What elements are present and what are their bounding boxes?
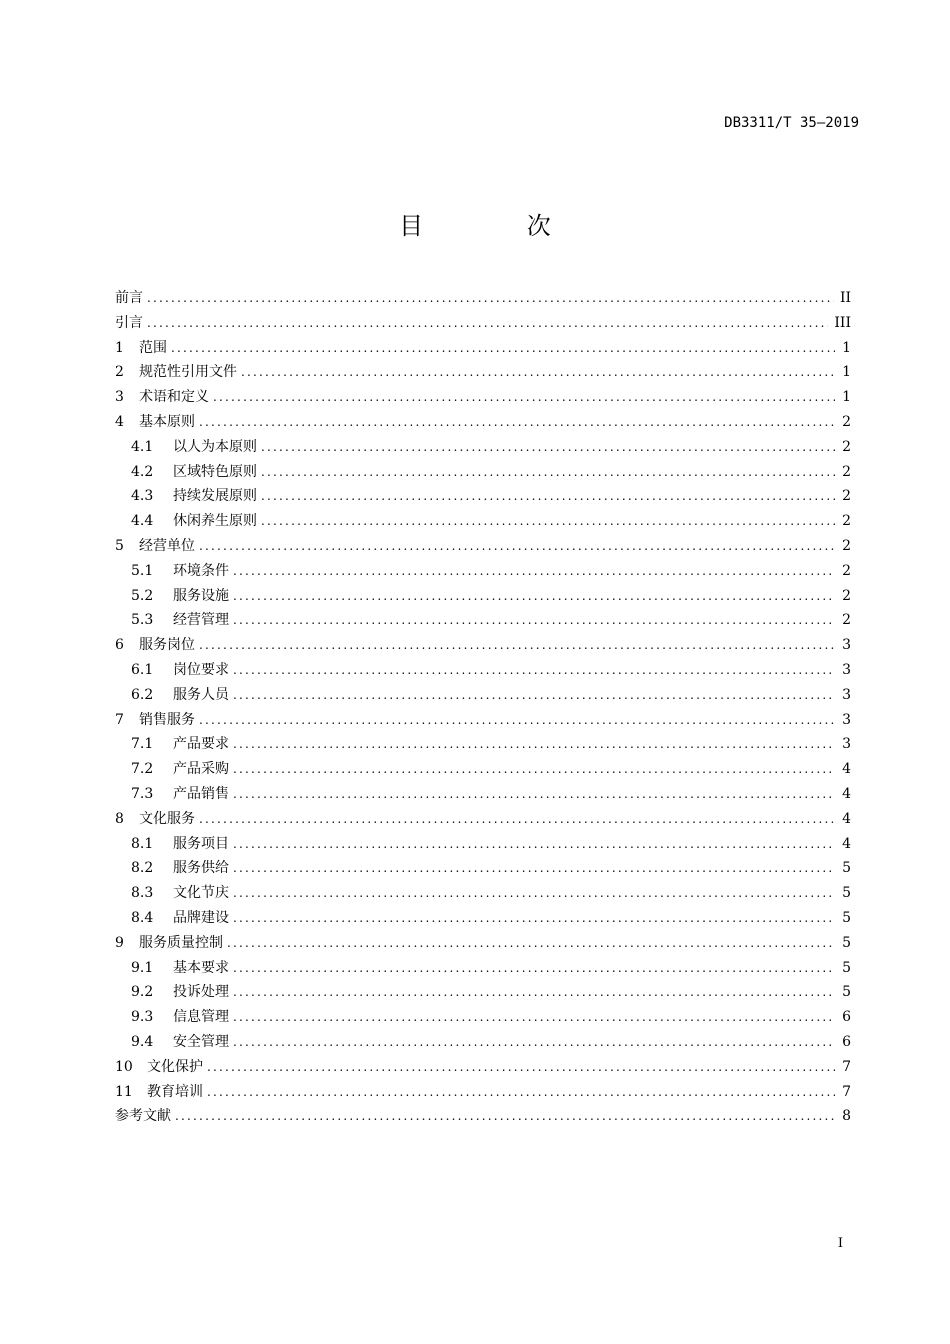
toc-entry-label: 产品销售 [173,785,229,802]
toc-leader-dots [207,1055,835,1080]
toc-entry[interactable] [115,484,851,509]
toc-leader-dots [233,608,835,633]
toc-entry-page: 2 [842,587,851,604]
toc-entry-number: 6.1 [131,661,154,678]
toc-entry[interactable] [115,658,851,683]
toc-entry-number: 8.2 [131,860,154,877]
toc-entry[interactable] [115,460,851,485]
toc-entry[interactable] [115,509,851,534]
toc-leader-dots [233,683,835,708]
toc-entry-label: 经营单位 [139,537,195,554]
toc-entry[interactable] [115,1080,851,1105]
toc-leader-dots [233,584,835,609]
toc-entry-label: 销售服务 [139,711,195,728]
toc-entry-number: 8.1 [131,835,154,852]
toc-entry-label: 经营管理 [173,612,229,629]
toc-entry[interactable] [115,336,851,361]
toc-leader-dots [227,931,835,956]
toc-entry-page: 8 [842,1108,851,1125]
toc-entry-label: 服务项目 [173,835,229,852]
toc-leader-dots [233,732,835,757]
toc-entry-number: 9.3 [131,1009,154,1026]
toc-entry-page: 3 [842,711,851,728]
toc-leader-dots [233,782,835,807]
toc-entry-number: 8.3 [131,885,154,902]
toc-entry-number: 5 [115,537,124,554]
toc-entry[interactable] [115,633,851,658]
toc-entry-page: 3 [842,686,851,703]
toc-entry-label: 投诉处理 [173,984,229,1001]
toc-entry-label: 品牌建设 [173,909,229,926]
toc-entry-label: 术语和定义 [139,389,209,406]
toc-entry-page: 2 [842,463,851,480]
toc-entry-label: 信息管理 [173,1009,229,1026]
toc-entry-number: 8.4 [131,909,154,926]
toc-entry[interactable] [115,311,851,336]
toc-leader-dots [261,435,835,460]
toc-entry[interactable] [115,1055,851,1080]
page-title: 目 次 [399,212,599,240]
toc-entry-number: 4.1 [131,438,154,455]
toc-entry-label: 文化保护 [147,1058,203,1075]
toc-leader-dots [207,1080,835,1105]
toc-entry[interactable] [115,708,851,733]
toc-entry-number: 7.3 [131,785,154,802]
toc-entry-page: 3 [842,661,851,678]
toc-entry-number: 9.1 [131,959,154,976]
toc-leader-dots [261,484,835,509]
toc-entry-label: 服务人员 [173,686,229,703]
toc-entry[interactable] [115,757,851,782]
toc-entry[interactable] [115,385,851,410]
toc-entry-page: 5 [842,885,851,902]
toc-entry-number: 7.2 [131,761,154,778]
toc-entry-label: 范围 [139,339,167,356]
toc-entry-page: 1 [842,364,851,381]
toc-entry[interactable] [115,683,851,708]
toc-entry-label: 基本要求 [173,959,229,976]
toc-entry-page: 1 [842,389,851,406]
toc-entry-label: 引言 [115,314,143,331]
toc-entry-label: 前言 [115,290,143,306]
toc-entry-page: 5 [842,934,851,951]
toc-entry-page: 1 [842,339,851,356]
toc-entry[interactable] [115,286,851,311]
toc-entry[interactable] [115,1030,851,1055]
toc-entry-number: 3 [115,389,124,406]
toc-entry[interactable] [115,559,851,584]
toc-leader-dots [199,410,835,435]
toc-entry[interactable] [115,807,851,832]
toc-entry[interactable] [115,608,851,633]
toc-entry-label: 区域特色原则 [173,463,257,480]
toc-entry-page: 5 [842,860,851,877]
toc-entry-label: 文化节庆 [173,885,229,902]
toc-leader-dots [233,956,835,981]
toc-entry-page: 5 [842,984,851,1001]
toc-leader-dots [147,286,834,311]
toc-leader-dots [233,881,835,906]
toc-entry[interactable] [115,360,851,385]
toc-entry-number: 5.2 [131,587,154,604]
toc-entry-number: 9.4 [131,1033,154,1050]
toc-entry-page: 4 [842,785,851,802]
toc-entry-label: 文化服务 [139,810,195,827]
toc-entry-number: 11 [115,1083,133,1100]
toc-entry[interactable] [115,881,851,906]
toc-entry-label: 教育培训 [147,1083,203,1100]
toc-entry-page: 5 [842,959,851,976]
toc-entry-label: 以人为本原则 [173,438,257,455]
toc-entry-page: 4 [842,810,851,827]
toc-entry-page: III [834,314,851,331]
toc-entry[interactable] [115,534,851,559]
toc-entry[interactable] [115,410,851,435]
toc-leader-dots [233,559,835,584]
toc-leader-dots [233,906,835,931]
toc-entry[interactable] [115,956,851,981]
toc-leader-dots [261,509,835,534]
toc-entry-page: 6 [842,1009,851,1026]
toc-entry[interactable] [115,435,851,460]
toc-entry-label: 规范性引用文件 [139,364,237,381]
toc-entry[interactable] [115,1005,851,1030]
toc-entry-number: 4.2 [131,463,154,480]
toc-entry-page: 5 [842,909,851,926]
toc-entry-page: 2 [842,612,851,629]
toc-entry-number: 4.4 [131,513,154,530]
toc-entry-label: 参考文献 [115,1108,171,1125]
toc-entry-label: 服务质量控制 [139,934,223,951]
toc-leader-dots [233,856,835,881]
toc-entry-page: 2 [842,513,851,530]
toc-entry-label: 服务供给 [173,860,229,877]
page-number: I [837,1236,843,1251]
toc-entry-page: 2 [842,413,851,430]
toc-leader-dots [213,385,835,410]
toc-entry-page: 6 [842,1033,851,1050]
toc-leader-dots [199,534,835,559]
toc-entry-page: 2 [842,562,851,579]
toc-leader-dots [175,1104,835,1129]
toc-leader-dots [199,633,835,658]
toc-entry[interactable] [115,832,851,857]
toc-entry-label: 基本原则 [139,413,195,430]
toc-entry-number: 10 [115,1058,133,1075]
toc-leader-dots [233,832,835,857]
toc-entry-label: 服务岗位 [139,637,195,654]
toc-leader-dots [241,360,835,385]
toc-entry-number: 6 [115,637,124,654]
toc-leader-dots [233,980,835,1005]
toc-entry[interactable] [115,782,851,807]
toc-entry-label: 服务设施 [173,587,229,604]
toc-entry-number: 7 [115,711,124,728]
toc-entry-number: 8 [115,810,124,827]
toc-entry-number: 1 [115,339,124,356]
toc-entry-page: II [839,290,851,306]
toc-entry-page: 4 [842,761,851,778]
toc-entry[interactable] [115,732,851,757]
toc-entry-number: 4 [115,413,124,430]
table-of-contents [115,286,851,1129]
toc-entry-label: 休闲养生原则 [173,513,257,530]
toc-entry[interactable] [115,584,851,609]
toc-leader-dots [199,708,835,733]
toc-leader-dots [233,1005,835,1030]
toc-entry[interactable] [115,856,851,881]
document-code: DB3311/T 35—2019 [724,115,859,131]
toc-entry-page: 7 [842,1058,851,1075]
toc-leader-dots [233,658,835,683]
toc-entry-page: 3 [842,736,851,753]
toc-entry-number: 9 [115,934,124,951]
toc-entry-page: 7 [842,1083,851,1100]
toc-entry[interactable] [115,931,851,956]
toc-entry-page: 2 [842,488,851,505]
toc-entry-page: 3 [842,637,851,654]
toc-entry-label: 产品要求 [173,736,229,753]
toc-entry-page: 4 [842,835,851,852]
toc-entry-label: 安全管理 [173,1033,229,1050]
toc-leader-dots [147,311,828,336]
toc-entry-label: 持续发展原则 [173,488,257,505]
toc-leader-dots [261,460,835,485]
toc-entry-number: 6.2 [131,686,154,703]
toc-leader-dots [171,336,835,361]
toc-entry-label: 产品采购 [173,761,229,778]
toc-entry[interactable] [115,980,851,1005]
toc-entry-page: 2 [842,438,851,455]
toc-entry-page: 2 [842,537,851,554]
toc-leader-dots [233,1030,835,1055]
toc-entry-number: 2 [115,364,124,381]
toc-leader-dots [233,757,835,782]
toc-entry[interactable] [115,1104,851,1129]
toc-entry-label: 岗位要求 [173,661,229,678]
toc-entry-number: 4.3 [131,488,154,505]
toc-entry-number: 9.2 [131,984,154,1001]
toc-leader-dots [199,807,835,832]
toc-entry-number: 5.3 [131,612,154,629]
toc-entry-label: 环境条件 [173,562,229,579]
toc-entry-number: 7.1 [131,736,154,753]
toc-entry-number: 5.1 [131,562,154,579]
toc-entry[interactable] [115,906,851,931]
